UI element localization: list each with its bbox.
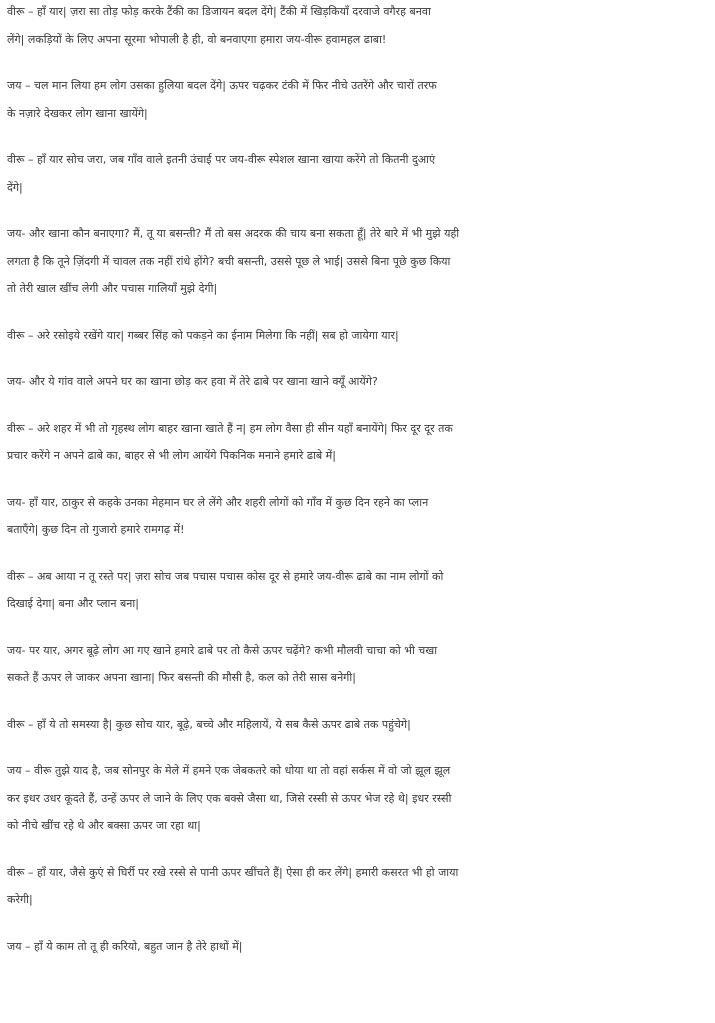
dialogue-paragraph <box>7 322 715 350</box>
text-line: वीरू – अब आया न तू रस्ते पर| ज़रा सोच जब पचास पचास कोस दूर से हमारे जय-वीरू ढाबे का नाम लोगों को <box>7 569 444 583</box>
text-line: जय- हाँ यार, ठाकुर से कहके उनका मेहमान घर ले लेंगे और शहरी लोगों को गाँव में कुछ दिन रहने का प्लान <box>7 495 429 509</box>
text-line: तो तेरी खाल खींच लेगी और पचास गालियाँ मुझे देगी| <box>7 282 218 295</box>
text-line: दिखाई देगा| बना और प्लान बना| <box>7 597 139 610</box>
dialogue-paragraph <box>7 859 715 914</box>
text-line: जय – हाँ ये काम तो तू ही करियो, बहुत जान है तेरे हाथों में| <box>7 939 243 953</box>
text-line: देंगे| <box>7 180 23 194</box>
dialogue-paragraph <box>7 0 715 53</box>
text-line: लगता है कि तूने ज़िंदगी में चावल तक नहीं रांधे होंगे? बची बसन्ती, उससे पूछ ले भाई| उससे बिना पूछे कुछ किया <box>7 254 451 268</box>
text-line: वीरू – हाँ ये तो समस्या है| कुछ सोच यार, बूढ़े, बच्चे और महिलायें, ये सब कैसे ऊपर ढाबे तक पहुंचेगे| <box>7 717 411 731</box>
dialogue-paragraph <box>7 563 715 618</box>
text-line: जय- और खाना कौन बनाएगा? मैं, तू या बसन्ती? मैं तो बस अदरक की चाय बना सकता हूँ| तेरे बारे में भी मुझे यही <box>7 227 460 240</box>
dialogue-paragraph <box>7 368 715 396</box>
text-line: के नज़ारे देखकर लोग खाना खायेंगे| <box>7 106 148 120</box>
text-line: वीरू – अरे रसोइये रखेंगे यार| गब्बर सिंह को पकड़ने का ईनाम मिलेगा कि नहीं| सब हो जायेगा यार| <box>7 328 399 342</box>
text-line: कर इधर उधर कूदते हैं, उन्हें ऊपर ले जाने के लिए एक बक्से जैसा था, जिसे रस्सी से ऊपर भेज रहे थे| इधर रस्सी <box>7 791 452 805</box>
text-line: वीरू – हाँ यार सोच जरा, जब गाँव वाले इतनी उंचाई पर जय-वीरू स्पेशल खाना खाया करेंगे तो कितनी दुआएं <box>7 153 436 166</box>
text-line: वीरू – हाँ यार| ज़रा सा तोड़ फोड़ करके टैंकी का डिजायन बदल देंगे| टैंकी में खिड़कियाँ दरवाजे वगैरह बनवा <box>7 5 431 18</box>
dialogue-paragraph <box>7 933 715 961</box>
dialogue-paragraph <box>7 757 715 840</box>
text-line: जय- और ये गांव वाले अपने घर का खाना छोड़ कर हवा में तेरे ढाबे पर खाना खाने क्यूँ आयेंगे? <box>7 375 378 388</box>
text-line: करेगी| <box>7 893 33 906</box>
dialogue-paragraph <box>7 415 715 470</box>
dialogue-paragraph <box>7 220 715 303</box>
text-line: वीरू – अरे शहर में भी तो गृहस्थ लोग बाहर खाना खाते हैं न| हम लोग वैसा ही सीन यहाँ बनायेंगे| फिर दूर दूर तक <box>7 421 453 435</box>
text-line: बताएँगे| कुछ दिन तो गुजारो हमारे रामगढ़ में! <box>7 523 185 536</box>
dialogue-paragraph <box>7 72 715 127</box>
dialogue-paragraph <box>7 489 715 544</box>
text-line: जय- पर यार, अगर बूढ़े लोग आ गए खाने हमारे ढाबे पर तो कैसे ऊपर चढ़ेंगे? कभी मौलवी चाचा को भी चखा <box>7 643 438 657</box>
text-line: सकते हैं ऊपर ले जाकर अपना खाना| फिर बसन्ती की मौसी है, कल को तेरी सास बनेगी| <box>7 671 356 684</box>
text-line: लेंगे| लकड़ियों के लिए अपना सूरमा भोपाली है ही, वो बनवाएगा हमारा जय-वीरू हवामहल ढाबा! <box>7 32 387 46</box>
dialogue-paragraph <box>7 146 715 201</box>
text-line: वीरू – हाँ यार, जैसे कुएं से घिर्री पर रखे रस्से से पानी ऊपर खींचते हैं| ऐसा ही कर लेंगे| हमारी कसरत भी हो जाया <box>7 865 459 879</box>
text-line: जय – चल मान लिया हम लोग उसका हुलिया बदल देंगे| ऊपर चढ़कर टंकी में फिर नीचे उतरेंगे और चारों तरफ <box>7 79 437 92</box>
text-line: को नीचे खींच रहे थे और बक्सा ऊपर जा रहा था| <box>7 819 201 832</box>
text-line: प्रचार करेंगे न अपने ढाबे का, बाहर से भी लोग आयेंगे पिकनिक मनाने हमारे ढाबे में| <box>7 449 336 462</box>
dialogue-paragraph <box>7 637 715 692</box>
text-line: जय – वीरू तुझे याद है, जब सोनपुर के मेले में हमने एक जेबकतरे को धोया था तो वहां सर्कस में वो जो झूल झूल <box>7 764 451 777</box>
dialogue-paragraph <box>7 711 715 739</box>
